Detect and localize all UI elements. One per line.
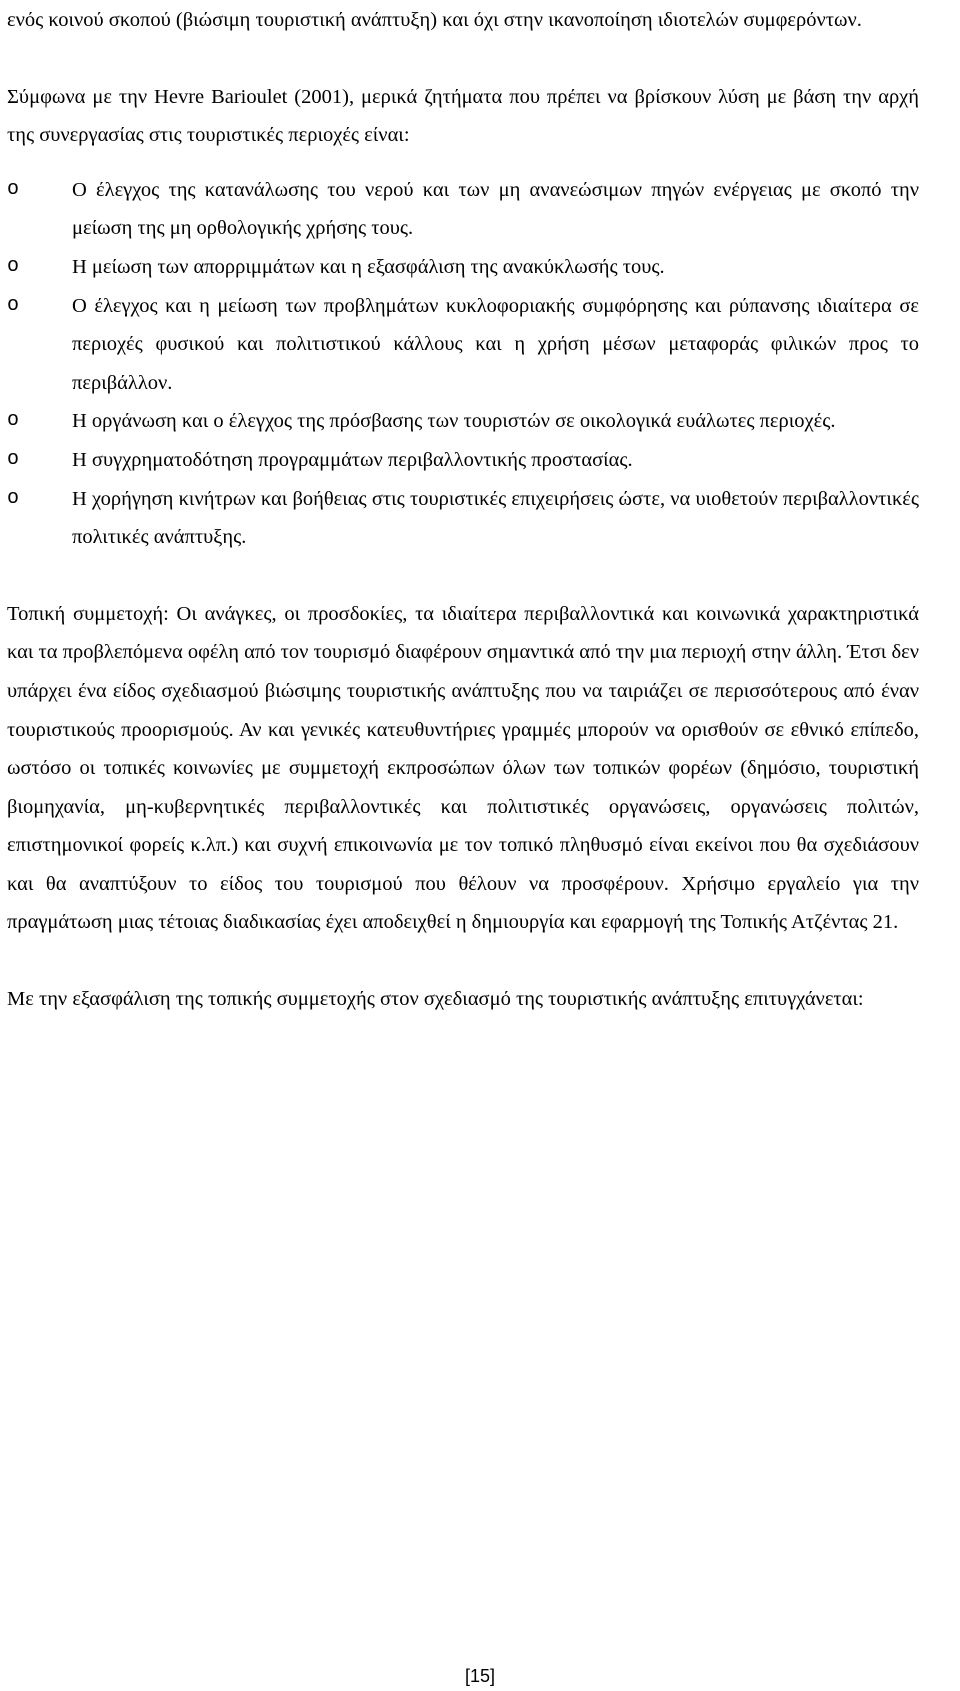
list-item-text: Ο έλεγχος και η μείωση των προβλημάτων κυκλοφοριακής συμφόρησης και ρύπανσης ιδιαίτερα σε περιοχές φυσικού και πολιτιστικού κάλλους και η χρήση μέσων μεταφοράς φιλικών προς το περιβάλλον. bbox=[72, 294, 919, 394]
document-page bbox=[7, 0, 919, 1019]
bullet-marker: o bbox=[7, 293, 20, 317]
list-item bbox=[7, 441, 919, 480]
page-number: [15] bbox=[464, 1666, 496, 1686]
list-item bbox=[7, 402, 919, 441]
bullet-marker: o bbox=[7, 486, 20, 510]
paragraph-continuation: ενός κοινού σκοπού (βιώσιμη τουριστική ανάπτυξη) και όχι στην ικανοποίηση ιδιοτελών συμφερόντων. bbox=[7, 9, 862, 31]
list-item bbox=[7, 248, 919, 287]
paragraph-intro-issues: Σύμφωνα με την Hevre Barioulet (2001), μερικά ζητήματα που πρέπει να βρίσκουν λύση με βάση την αρχή της συνεργασίας στις τουριστικές περιοχές είναι: bbox=[7, 85, 919, 147]
bullet-marker: o bbox=[7, 447, 20, 471]
list-item-text: Ο έλεγχος της κατανάλωσης του νερού και των μη ανανεώσιμων πηγών ενέργειας με σκοπό την μείωση της μη ορθολογικής χρήσης τους. bbox=[72, 178, 919, 240]
list-item bbox=[7, 171, 919, 248]
bullet-marker: o bbox=[7, 409, 20, 433]
bullet-marker: o bbox=[7, 177, 20, 201]
list-item bbox=[7, 287, 919, 403]
list-item-text: Η χορήγηση κινήτρων και βοήθειας στις τουριστικές επιχειρήσεις ώστε, να υιοθετούν περιβαλλοντικές πολιτικές ανάπτυξης. bbox=[72, 487, 919, 549]
bullet-marker: o bbox=[7, 254, 20, 278]
paragraph-local-participation: Τοπική συμμετοχή: Οι ανάγκες, οι προσδοκίες, τα ιδιαίτερα περιβαλλοντικά και κοινωνικά χαρακτηριστικά και τα προβλεπόμενα οφέλη από τον τουρισμό διαφέρουν σημαντικά από την μια περιοχή στην άλλη. Έτσι δεν υπάρχει ένα είδος σχεδιασμού βιώσιμης τουριστικής ανάπτυξης που να ταιριάζει σε περισσότερους από έναν τουριστικούς προορισμούς. Αν και γενικές κατευθυντήριες γραμμές μπορούν να ορισθούν σε εθνικό επίπεδο, ωστόσο οι τοπικές κοινωνίες με συμμετοχή εκπροσώπων όλων των τοπικών φορέων (δημόσιο, τουριστική βιομηχανία, μη-κυβερνητικές περιβαλλοντικές και πολιτιστικές οργανώσεις, οργανώσεις πολιτών, επιστημονικοί φορείς κ.λπ.) και συχνή επικοινωνία με τον τοπικό πληθυσμό είναι εκείνοι που θα σχεδιάσουν και θα αναπτύξουν το είδος του τουρισμού που θέλουν να προσφέρουν. Χρήσιμο εργαλείο για την πραγμάτωση μιας τέτοιας διαδικασίας έχει αποδειχθεί η δημιουργία και εφαρμογή της Τοπικής Ατζέντας 21. bbox=[7, 602, 919, 934]
list-item-text: Η μείωση των απορριμμάτων και η εξασφάλιση της ανακύκλωσής τους. bbox=[72, 255, 665, 278]
list-item-text: Η συγχρηματοδότηση προγραμμάτων περιβαλλοντικής προστασίας. bbox=[72, 448, 633, 471]
paragraph-achievements-intro: Με την εξασφάλιση της τοπικής συμμετοχής στον σχεδιασμό της τουριστικής ανάπτυξης επιτυγχάνεται: bbox=[7, 988, 864, 1011]
list-item-text: Η οργάνωση και ο έλεγχος της πρόσβασης των τουριστών σε οικολογικά ευάλωτες περιοχές. bbox=[72, 410, 836, 433]
list-item bbox=[7, 480, 919, 557]
issues-bullet-list bbox=[7, 171, 919, 557]
